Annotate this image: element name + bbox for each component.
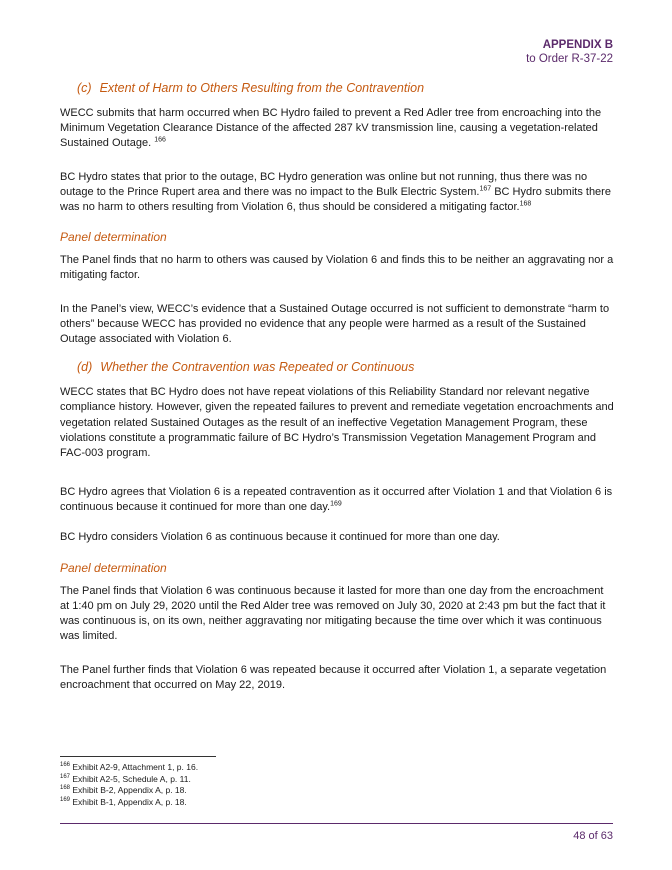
section-d-paragraph-3: BC Hydro considers Violation 6 as continuous because it continued for more than one day. bbox=[60, 530, 500, 543]
section-c-title: Extent of Harm to Others Resulting from the Contravention bbox=[99, 81, 425, 95]
section-d-label: (d) bbox=[77, 360, 93, 375]
section-d-heading bbox=[77, 359, 615, 375]
section-d-paragraph-1: WECC states that BC Hydro does not have repeat violations of this Reliability Standard nor relevant negative compliance history. However, given the repeated failures to prevent and remediate vegetation encroachments and vegetation related Sustained Outages as the result of an ineffective Vegetation Management Program, these violations constitute a programmatic failure of BC Hydro’s Transmission Vegetation Management Program and FAC-003 program. bbox=[60, 386, 614, 460]
footnote-ref-167[interactable]: 167 bbox=[479, 185, 492, 193]
page-number: 48 of 63 bbox=[573, 830, 613, 842]
footnote-166: $^{166}$ Exhibit A2-9, Attachment 1, p. 16. bbox=[60, 762, 199, 772]
appendix-title: APPENDIX B bbox=[542, 39, 613, 51]
footer-divider bbox=[60, 823, 613, 824]
section-c-paragraph-2: BC Hydro states that prior to the outage, BC Hydro generation was online but not running, thus there was no outage to the Prince Rupert area and there was no impact to the Bulk Electric System.$^{167}$ BC Hydro submits there was no harm to others resulting from Violation 6, thus should be considered a mitigating factor.$^{168}$ bbox=[60, 170, 611, 214]
section-c-panel-paragraph-2: In the Panel’s view, WECC’s evidence that a Sustained Outage occurred is not sufficient to demonstrate “harm to others” because WECC has provided no evidence that any people were harmed as a result of the Sustained Outage associated with Violation 6. bbox=[60, 302, 610, 346]
section-c-panel-paragraph-1: The Panel finds that no harm to others was caused by Violation 6 and finds this to be neither an aggravating nor a mitigating factor. bbox=[60, 254, 614, 282]
section-c-paragraph-1: WECC submits that harm occurred when BC Hydro failed to prevent a Red Adler tree from encroaching into the Minimum Vegetation Clearance Distance of the affected 287 kV transmission line, causing a vegetation-related Sustained Outage. $^{166}$ bbox=[60, 107, 602, 150]
section-d-panel-paragraph-2: The Panel further finds that Violation 6 was repeated because it occurred after Violation 1, a separate vegetation encroachment that occurred on May 22, 2019. bbox=[60, 663, 607, 691]
section-c-label: (c) bbox=[77, 81, 92, 95]
footnotes bbox=[60, 762, 198, 808]
footnote-ref-169[interactable]: 169 bbox=[330, 500, 342, 508]
section-d-paragraph-2: BC Hydro agrees that Violation 6 is a repeated contravention as it occurred after Violation 1 and that Violation 6 is continuous because it continued for more than one day.$^{169}$ bbox=[60, 486, 613, 514]
footnote-ref-168[interactable]: 168 bbox=[519, 200, 532, 208]
footnote-169: $^{169}$ Exhibit B-1, Appendix A, p. 18. bbox=[60, 796, 187, 807]
section-d-title: Whether the Contravention was Repeated or Continuous bbox=[100, 360, 415, 375]
footnote-167: $^{167}$ Exhibit A2-5, Schedule A, p. 11. bbox=[60, 773, 191, 784]
footnote-divider bbox=[60, 756, 216, 757]
section-c-panel-heading: Panel determination bbox=[60, 230, 167, 245]
footnote-168: $^{168}$ Exhibit B-2, Appendix A, p. 18. bbox=[60, 785, 187, 796]
section-c-heading bbox=[77, 80, 615, 96]
footnote-ref-166[interactable]: 166 bbox=[154, 136, 166, 144]
section-d-panel-paragraph-1: The Panel finds that Violation 6 was continuous because it lasted for more than one day from the encroachment at 1:40 pm on July 29, 2020 until the Red Alder tree was removed on July 30, 2020 at 2:43 pm but the fact that it was continuous is, on its own, neither aggravating nor mitigating because the time over which it was continuous was limited. bbox=[60, 584, 606, 643]
section-d-panel-heading: Panel determination bbox=[60, 560, 167, 575]
page-header bbox=[526, 38, 613, 66]
document-body bbox=[60, 80, 615, 693]
order-reference: to Order R-37-22 bbox=[526, 53, 613, 65]
